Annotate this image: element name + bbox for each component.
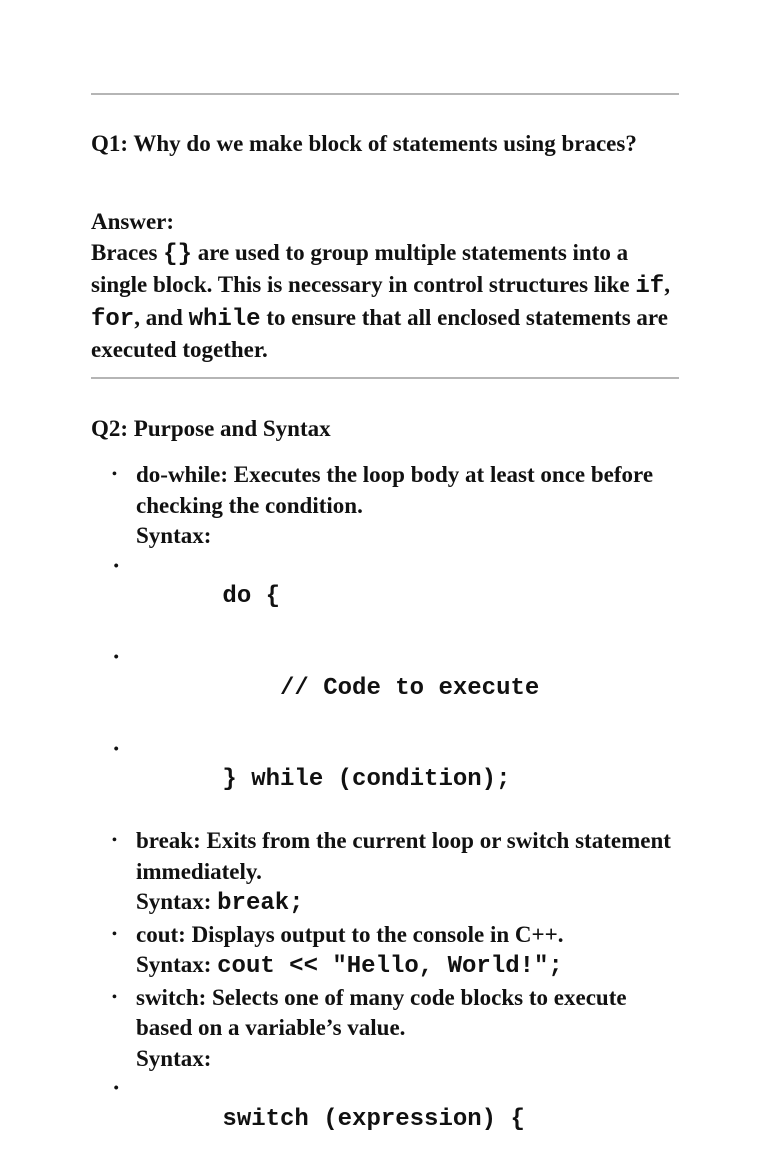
bullet-icon: •: [112, 650, 121, 666]
syntax-label: Syntax:: [136, 952, 218, 977]
q2-heading: Q2: Purpose and Syntax: [91, 416, 331, 441]
bullet-icon: •: [112, 1081, 121, 1097]
code-line: // Code to execute: [222, 674, 540, 702]
bullet-icon: •: [112, 926, 117, 942]
item-description: cout: Displays output to the console in C++.: [136, 921, 564, 947]
answer-text-2: are used to group multiple statements into a single block. This is necessary in control structures like: [91, 239, 636, 297]
bullet-icon: •: [112, 833, 117, 848]
braces-code: {}: [163, 240, 192, 268]
item-description: break: Exits from the current loop or switch statement immediately.: [136, 828, 671, 884]
keyword-while: while: [188, 305, 261, 333]
list-item-code: [91, 1074, 679, 1166]
syntax-label: Syntax:: [136, 889, 218, 914]
syntax-code: cout << "Hello, World!";: [217, 953, 563, 980]
syntax-label: Syntax:: [136, 523, 212, 548]
list-item-switch: [91, 983, 679, 1075]
q1-heading: Q1: Why do we make block of statements using braces?: [91, 131, 637, 156]
bullet-icon: •: [112, 558, 121, 575]
list-item-code: [91, 735, 679, 827]
code-line: switch (expression) {: [222, 1105, 525, 1133]
answer-text-5: to ensure that all enclosed statements are executed together.: [91, 304, 668, 362]
answer-text-1: Braces: [91, 239, 164, 265]
answer-text-4: , and: [134, 304, 189, 330]
code-line: } while (condition);: [222, 766, 511, 793]
item-description: switch: Selects one of many code blocks to execute based on a variable’s value.: [136, 984, 627, 1040]
list-item-code: [91, 643, 679, 735]
q2-list: [91, 460, 679, 1166]
list-item-do-while: [91, 460, 679, 552]
middle-divider: [91, 377, 679, 379]
keyword-if: if: [635, 273, 665, 300]
list-item-code: [91, 552, 679, 644]
answer-label: Answer:: [91, 209, 175, 234]
q1-answer: [91, 207, 679, 366]
list-item-break: [91, 826, 679, 920]
syntax-label: Syntax:: [136, 1045, 212, 1071]
list-item-cout: [91, 920, 679, 983]
bullet-icon: •: [112, 741, 121, 758]
top-divider: [91, 93, 679, 95]
code-line: do {: [222, 583, 281, 610]
syntax-code: break;: [217, 890, 304, 917]
answer-text-3: ,: [664, 272, 670, 297]
keyword-for: for: [91, 305, 135, 333]
bullet-icon: •: [112, 467, 117, 482]
item-description: do-while: Executes the loop body at least once before checking the condition.: [136, 462, 654, 518]
bullet-icon: •: [112, 989, 117, 1005]
